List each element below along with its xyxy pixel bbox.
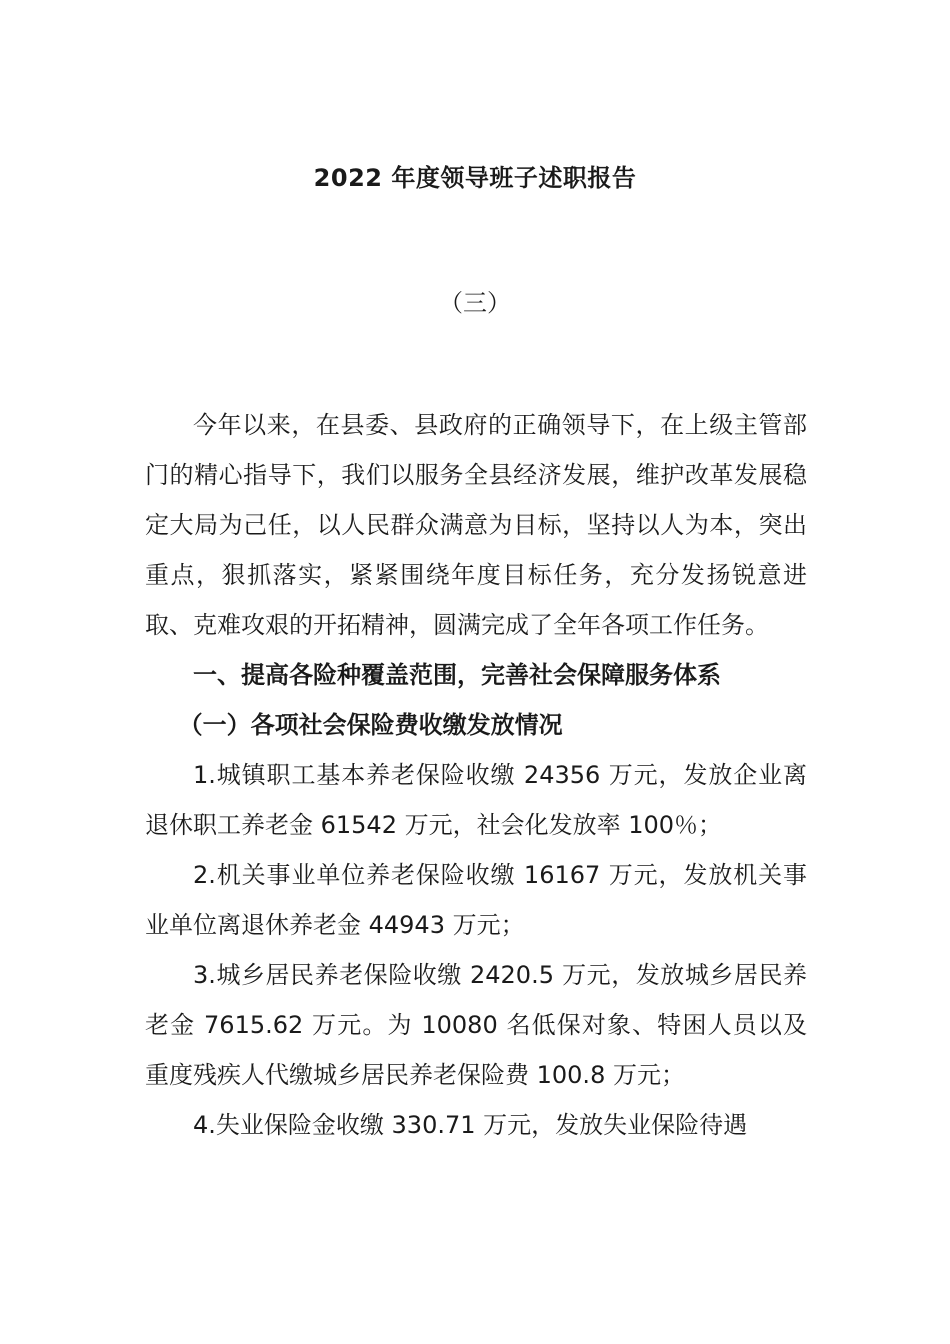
list-item-2: 2.机关事业单位养老保险收缴 16167 万元，发放机关事业单位离退休养老金 44943 万元； xyxy=(145,861,807,939)
document-title: 2022 年度领导班子述职报告 xyxy=(313,164,637,192)
list-item-3: 3.城乡居民养老保险收缴 2420.5 万元，发放城乡居民养老金 7615.62 万元。为 10080 名低保对象、特困人员以及重度残疾人代缴城乡居民养老保险费 100.8 万元； xyxy=(145,961,807,1089)
list-item-4: 4.失业保险金收缴 330.71 万元，发放失业保险待遇 xyxy=(193,1111,748,1139)
intro-paragraph: 今年以来，在县委、县政府的正确领导下，在上级主管部门的精心指导下，我们以服务全县经济发展，维护改革发展稳定大局为己任，以人民群众满意为目标，坚持以人为本，突出重点，狠抓落实，紧紧围绕年度目标任务，充分发扬锐意进取、克难攻艰的开拓精神，圆满完成了全年各项工作任务。 xyxy=(145,411,807,639)
list-item-1: 1.城镇职工基本养老保险收缴 24356 万元，发放企业离退休职工养老金 61542 万元，社会化发放率 100％； xyxy=(145,761,807,839)
section-heading: 一、提高各险种覆盖范围，完善社会保障服务体系 xyxy=(193,661,721,689)
document-body xyxy=(145,400,807,1150)
document-subtitle: （三） xyxy=(439,289,511,317)
subsection-heading: （一）各项社会保险费收缴发放情况 xyxy=(178,711,563,739)
